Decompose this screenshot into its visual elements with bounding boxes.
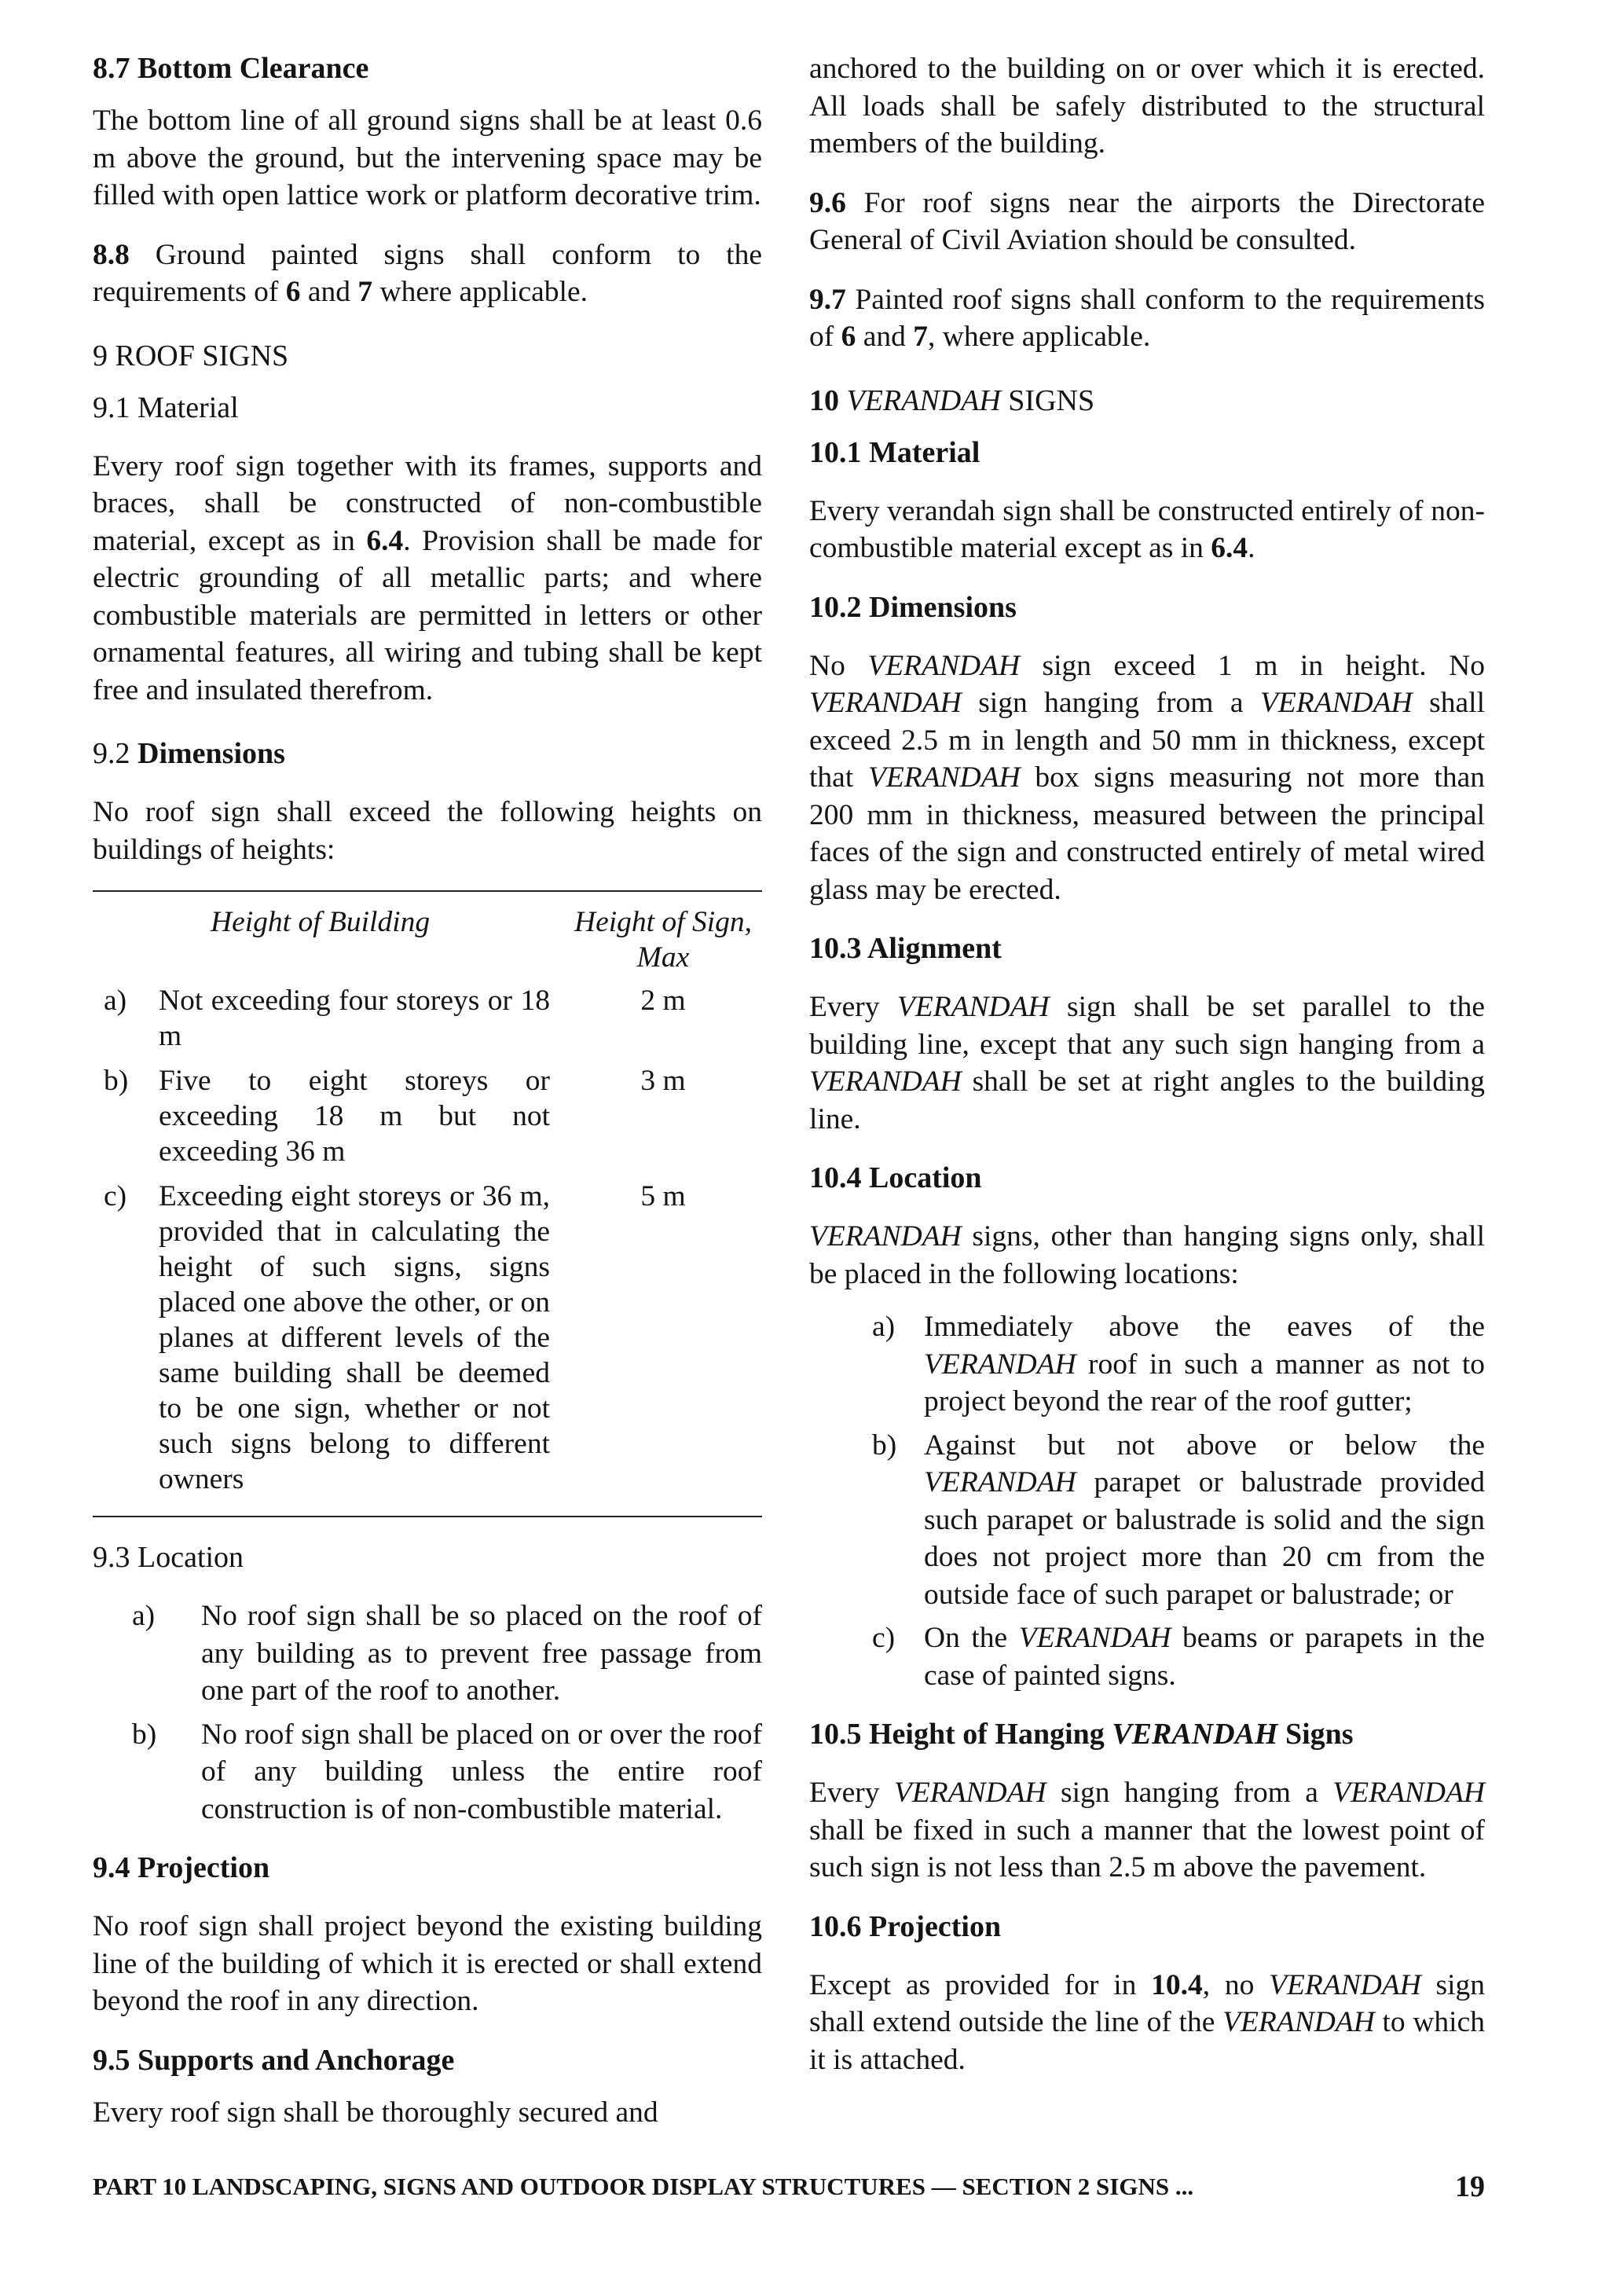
verandah-term: VERANDAH [809,687,962,719]
section-9-5-continued-text: anchored to the building on or over which it is erected. All loads shall be safely distributed to the structural members of the building. [809,53,1485,160]
section-number: 8.7 [93,52,130,85]
text-run: Every [809,1777,894,1809]
section-10-5-heading [809,1716,1485,1752]
list-item [809,1308,1485,1421]
text-run: Except as provided for in [809,1968,1152,2001]
text-run: On the [924,1622,1019,1654]
list-label: b) [872,1429,897,1462]
section-10-3-heading [809,930,1485,966]
list-item [809,1427,1485,1614]
verandah-term: VERANDAH [924,1348,1076,1381]
text-run: signs, other than hanging signs only, shall be placed in the following locations: [809,1220,1485,1290]
section-9-2-heading [93,735,762,772]
verandah-term: VERANDAH [867,649,1021,682]
section-title: Location [869,1161,982,1194]
list-text: No roof sign shall be placed on or over the roof of any building unless the entire roof construction is of non-combustible material. [201,1718,762,1825]
verandah-term: VERANDAH [924,1466,1076,1498]
section-title: Dimensions [137,737,285,770]
text-run: sign exceed 1 m in height. No [1020,649,1485,682]
max-sign-height: 5 m [640,1180,686,1212]
section-10-3-text [809,988,1485,1138]
section-10-4-text [809,1218,1485,1293]
verandah-term: VERANDAH [867,761,1021,794]
section-9-6-text [809,185,1485,259]
section-number: 9.4 [93,1851,130,1884]
verandah-term: VERANDAH [1018,1622,1171,1654]
text-run: where applicable. [372,276,588,308]
building-height: Exceeding eight storeys or 36 m, provided that in calculating the height of such signs, signs placed one above the other, or on planes at different levels of the same building shall be deemed to be one sign, whether or not such signs belong to different owners [159,1180,550,1495]
section-title: Supports and Anchorage [137,2043,455,2077]
section-9-2-text: No roof sign shall exceed the following heights on buildings of heights: [93,796,762,866]
text-run: Every [809,991,897,1023]
verandah-term: VERANDAH [1112,1718,1278,1751]
section-10-1-heading [809,435,1485,471]
clause-ref: 6 [285,276,301,308]
verandah-term: VERANDAH [893,1777,1046,1809]
section-title: Projection [137,1851,270,1884]
section-9-1-heading [93,390,762,426]
section-10-heading [809,383,1485,419]
text-run: Painted roof signs shall conform to the requirements of [809,283,1485,353]
text-run: and [856,321,914,353]
max-sign-height: 2 m [640,985,686,1017]
text-run: Immediately above the eaves of the [924,1311,1485,1343]
row-label: a) [104,985,127,1017]
text-run: sign hanging from a [1046,1777,1333,1809]
header-line: Height of Sign, [574,906,753,938]
verandah-term: VERANDAH [1269,1968,1421,2001]
list-label: b) [132,1718,157,1751]
section-title: Dimensions [869,590,1017,624]
table-body [93,983,762,1497]
section-title: Material [869,435,980,469]
section-9-heading: 9 ROOF SIGNS [93,339,289,372]
section-9-4-heading [93,1850,762,1886]
section-number: 9.5 [93,2043,130,2077]
building-height: Five to eight storeys or exceeding 18 m but not exceeding 36 m [159,1065,550,1168]
table-header [93,904,762,975]
table-row [93,983,762,1054]
section-9-3-heading [93,1539,762,1575]
section-number: 9.1 [93,391,130,424]
clause-ref: 7 [913,321,929,353]
text-run: Every roof sign together with its frames, supports and braces, shall be constructed of non-combustible material, except as in [93,449,762,557]
verandah-term: VERANDAH [809,1220,962,1253]
section-number: 10.4 [809,1161,862,1194]
column-header-sign-height [564,904,762,975]
verandah-term: VERANDAH [896,991,1050,1023]
verandah-term: VERANDAH [1222,2006,1375,2038]
right-column [809,50,1485,2078]
section-9-7-text [809,281,1485,356]
section-number: 10.2 [809,590,862,624]
list-text [924,1619,1485,1694]
section-title: Height of Hanging [869,1718,1112,1751]
text-run: , no [1202,1968,1270,2001]
section-number: 10.3 [809,932,862,965]
text-run: SIGNS [1000,383,1095,417]
section-10-4-heading [809,1160,1485,1196]
section-10-6-heading [809,1909,1485,1945]
section-10-2-text [809,647,1485,909]
list-item [93,1716,762,1828]
section-10-4-list [809,1308,1485,1694]
section-number: 10.5 [809,1718,862,1751]
section-number: 10 [809,383,847,417]
section-10-2-heading [809,589,1485,625]
text-run: box signs measuring not more than 200 mm in thickness, measured between the principal faces of the sign and constructed entirely of metal wired glass may be erected. [809,761,1485,906]
text-run: roof in such a manner as not to project beyond the rear of the roof gutter; [924,1348,1485,1418]
section-9-4-text: No roof sign shall project beyond the existing building line of the building of which it is erected or shall extend beyond the roof in any direction. [93,1910,762,2017]
section-9-3-list [93,1597,762,1828]
section-title: Location [137,1541,244,1574]
text-run: shall be set at right angles to the building line. [809,1065,1485,1135]
verandah-term: VERANDAH [1259,687,1413,719]
page-number: 19 [1455,2170,1485,2203]
text-run: . [1248,532,1255,564]
table-row [93,1063,762,1169]
verandah-term: VERANDAH [846,383,1001,417]
section-number: 9.2 [93,737,130,770]
text-run: sign hanging from a [961,687,1260,719]
section-title: Alignment [867,932,1002,965]
building-height: Not exceeding four storeys or 18 m [159,985,550,1052]
list-text: No roof sign shall be so placed on the roof of any building as to prevent free passage from one part of the roof to another. [201,1600,762,1707]
row-label: c) [104,1180,127,1212]
section-9-5-text: Every roof sign shall be thoroughly secured and [93,2096,658,2129]
section-10-1-text [809,493,1485,567]
text-run: . Provision shall be made for electric grounding of all metallic parts; and where combustible materials are permitted in letters or other ornamental features, all wiring and tubing shall be kept free and insulated therefrom. [93,524,762,706]
table-row [93,1179,762,1497]
list-item [93,1597,762,1710]
text-run: shall exceed 2.5 m in length and 50 mm in thickness, except that [809,687,1485,794]
section-title: Projection [869,1909,1002,1943]
section-title: Signs [1277,1718,1354,1751]
list-label: a) [872,1311,896,1343]
clause-ref: 7 [357,276,373,308]
section-title: Material [137,391,239,424]
section-8-8-text [93,237,762,311]
column-header-building-height: Height of Building [211,906,431,938]
text-run: , where applicable. [928,321,1151,353]
section-number: 8.8 [93,238,130,271]
text-run: No [809,649,868,682]
section-title: Bottom Clearance [137,52,369,85]
list-text [924,1427,1485,1614]
section-number: 9.3 [93,1541,130,1574]
clause-ref: 10.4 [1151,1968,1203,2001]
row-label: b) [104,1065,129,1097]
text-run: For roof signs near the airports the Directorate General of Civil Aviation should be consulted. [809,186,1485,256]
section-number: 9.6 [809,186,846,219]
text-run: sign shall extend outside the line of the [809,1968,1486,2038]
text-run: parapet or balustrade provided such parapet or balustrade is solid and the sign does not project more than 20 cm from the outside face of such parapet or balustrade; or [924,1466,1485,1611]
list-item [809,1619,1485,1694]
text-run: to which it is attached. [809,2006,1485,2076]
section-10-5-text [809,1774,1485,1887]
text-run: Every verandah sign shall be constructed entirely of non-combustible material except as in [809,494,1485,564]
text-run: and [300,276,358,308]
clause-ref: 6 [841,321,856,353]
section-8-7-heading [93,50,762,86]
running-footer: PART 10 LANDSCAPING, SIGNS AND OUTDOOR DISPLAY STRUCTURES — SECTION 2 SIGNS ... [93,2173,1194,2200]
list-label: c) [872,1622,896,1654]
roof-sign-height-table [93,890,762,1517]
page-footer [93,2171,1485,2202]
clause-ref: 6.4 [366,524,404,557]
section-8-7-text: The bottom line of all ground signs shall be at least 0.6 m above the ground, but the intervening space may be filled with open lattice work or platform decorative trim. [93,105,762,211]
section-number: 10.6 [809,1909,862,1943]
section-9-5-heading [93,2042,762,2078]
text-run: Against but not above or below the [924,1429,1485,1462]
list-label: a) [132,1600,156,1632]
list-text [924,1308,1485,1421]
verandah-term: VERANDAH [809,1065,962,1098]
text-run: beams or parapets in the case of painted signs. [924,1622,1485,1692]
section-9-1-text [93,448,762,710]
section-number: 10.1 [809,435,862,469]
section-10-6-text [809,1967,1485,2079]
text-run: Ground painted signs shall conform to the requirements of [93,238,762,308]
header-line: Max [636,941,690,974]
verandah-term: VERANDAH [1332,1777,1485,1809]
text-run: sign shall be set parallel to the building line, except that any such sign hanging from a [809,991,1485,1061]
left-column [93,50,762,2131]
text-run: shall be fixed in such a manner that the lowest point of such sign is not less than 2.5 m above the pavement. [809,1814,1485,1883]
max-sign-height: 3 m [640,1065,686,1097]
section-number: 9.7 [809,283,846,316]
clause-ref: 6.4 [1211,532,1248,564]
